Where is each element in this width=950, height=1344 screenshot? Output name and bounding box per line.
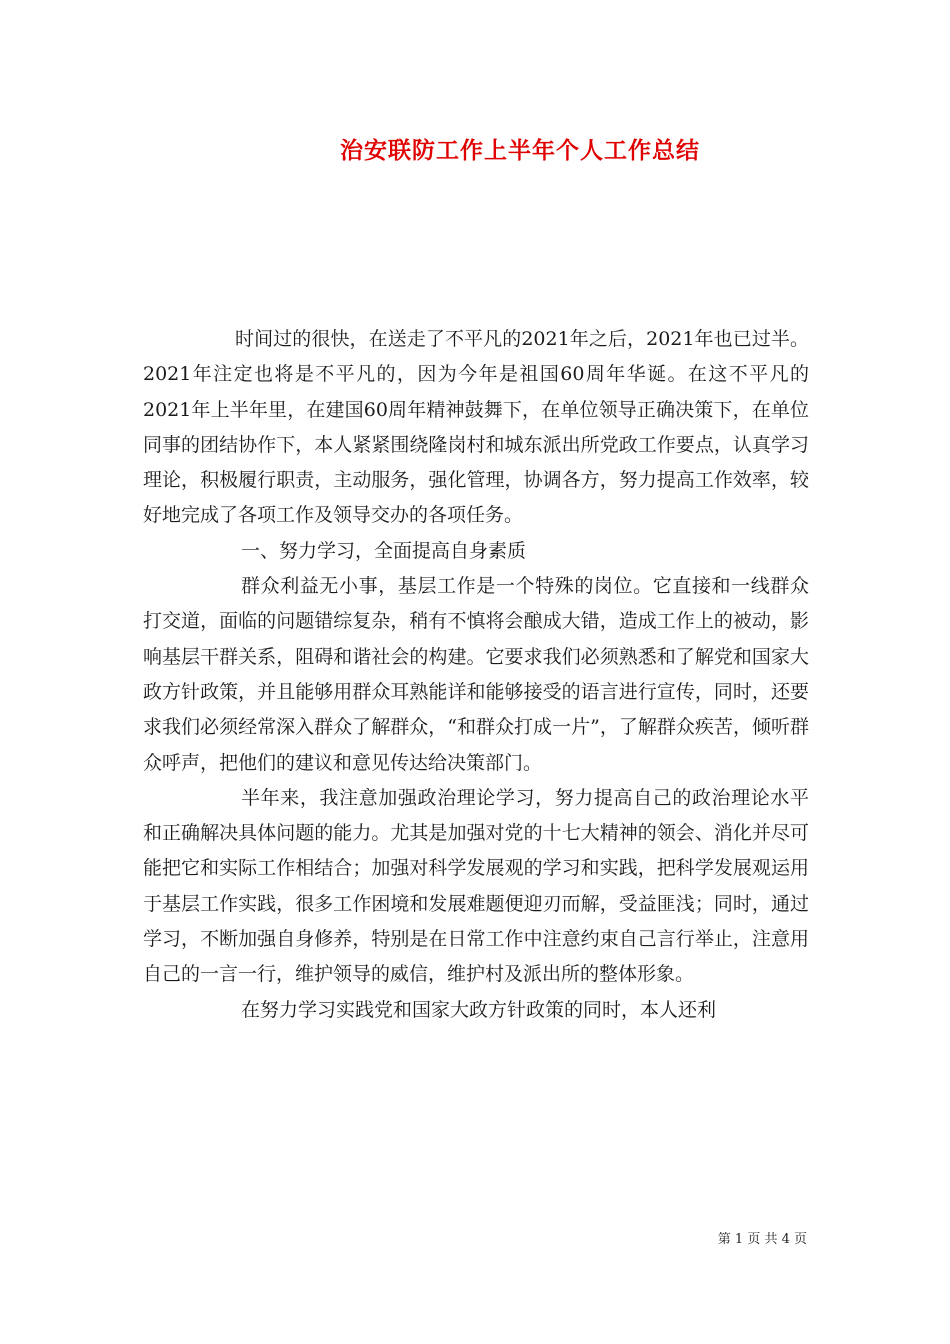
body-paragraph: 群众利益无小事，基层工作是一个特殊的岗位。它直接和一线群众打交道，面临的问题错综复杂，稍有不慎将会酿成大错，造成工作上的被动，影响基层干群关系，阻碍和谐社会的构建。它要求我们必须熟悉和了解党和国家大政方针政策，并且能够用群众耳熟能详和能够接受的语言进行宣传，同时，还要求我们必须经常深入群众了解群众，“和群众打成一片”，了解群众疾苦，倾听群众呼声，把他们的建议和意见传达给决策部门。 (143, 575, 809, 774)
body-paragraph: 在努力学习实践党和国家大政方针政策的同时，本人还利 (241, 998, 717, 1021)
page-footer: 第 1 页 共 4 页 (717, 1232, 807, 1247)
document-title: 治安联防工作上半年个人工作总结 (340, 137, 700, 164)
body-paragraph: 半年来，我注意加强政治理论学习，努力提高自己的政治理论水平和正确解决具体问题的能力。尤其是加强对党的十七大精神的领会、消化并尽可能把它和实际工作相结合；加强对科学发展观的学习和实践，把科学发展观运用于基层工作实践，很多工作困境和发展难题便迎刃而解，受益匪浅；同时，通过学习，不断加强自身修养，特别是在日常工作中注意约束自己言行举止，注意用自己的一言一行，维护领导的威信，维护村及派出所的整体形象。 (143, 786, 809, 986)
section-heading: 一、努力学习，全面提高自身素质 (241, 539, 527, 562)
intro-paragraph: 时间过的很快，在送走了不平凡的2021年之后，2021年也已过半。2021年注定也将是不平凡的，因为今年是祖国60周年华诞。在这不平凡的2021年上半年里，在建国60周年精神鼓舞下，在单位领导正确决策下，在单位同事的团结协作下，本人紧紧围绕隆岗村和城东派出所党政工作要点，认真学习理论，积极履行职责，主动服务，强化管理，协调各方，努力提高工作效率，较好地完成了各项工作及领导交办的各项任务。 (143, 328, 809, 527)
document-body (143, 322, 809, 1028)
